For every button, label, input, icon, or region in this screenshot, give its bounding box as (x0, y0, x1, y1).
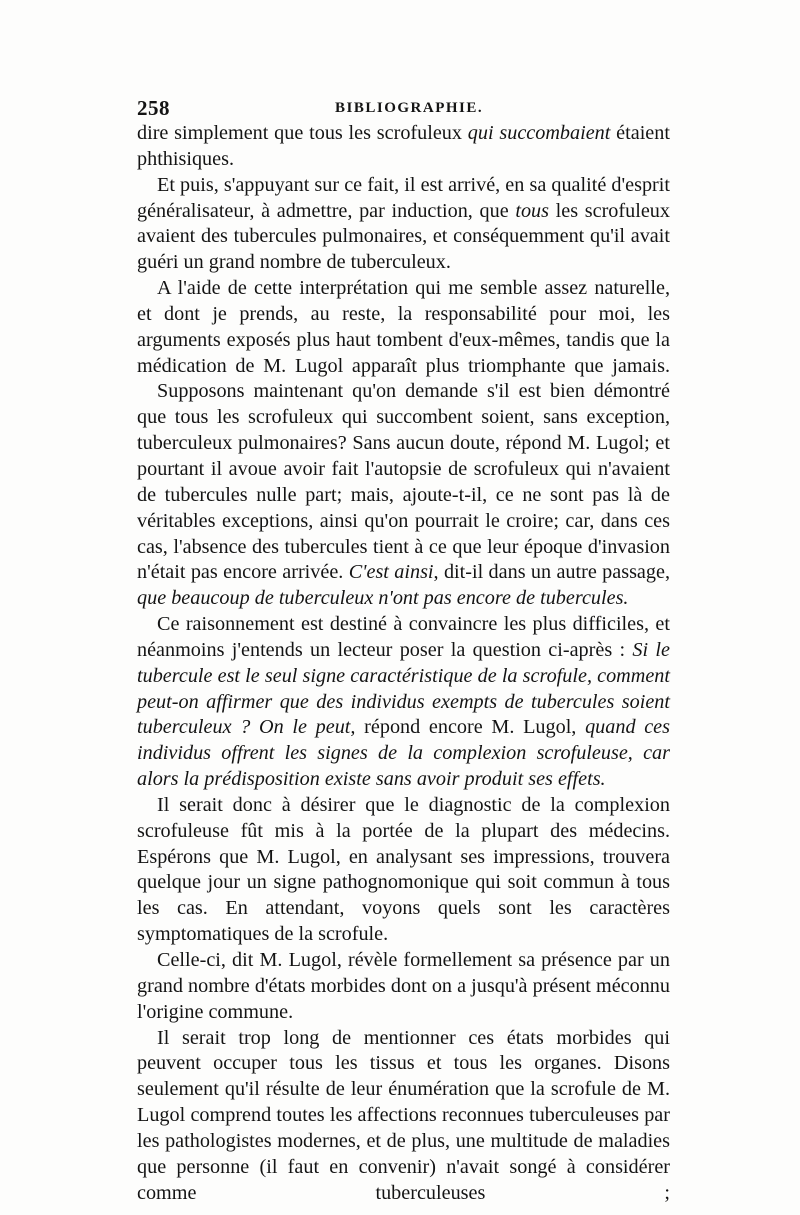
paragraph: Il serait trop long de mentionner ces états morbides qui peuvent occuper tous les tissus et tous les organes. Disons seulement qu'il résulte de leur énumération que la scrofule de M. Lugol comprend toutes les affections reconnues tuberculeuses par les pathologistes modernes, et de plus, une multitude de maladies que personne (il faut en convenir) n'avait songé à considérer comme tuberculeuses ; (137, 1026, 670, 1204)
page-number: 258 (137, 96, 170, 120)
paragraph: Et puis, s'appuyant sur ce fait, il est arrivé, en sa qualité d'esprit généralisateur, à admettre, par induction, que tous les scrofuleux avaient des tubercules pulmonaires, et conséquemment qu'il avait guéri un grand nombre de tuberculeux. (137, 173, 670, 274)
paragraph: A l'aide de cette interprétation qui me semble assez naturelle, et dont je prends, au reste, la responsabilité pour moi, les arguments exposés plus haut tombent d'eux-mêmes, tandis que la médication de M. Lugol apparaît plus triomphante que jamais. (137, 277, 670, 377)
paragraph: Supposons maintenant qu'on demande s'il est bien démontré que tous les scrofuleux qui succombent soient, sans exception, tuberculeux pulmonaires? Sans aucun doute, répond M. Lugol; et pourtant il avoue avoir fait l'autopsie de scrofuleux qui n'avaient de tubercules nulle part; mais, ajoute-t-il, ce ne sont pas là de véritables exceptions, ainsi qu'on pourrait le croire; car, dans ces cas, l'absence des tubercules tient à ce que leur époque d'invasion n'était pas encore arrivée. C'est ainsi, dit-il dans un autre passage, que beaucoup de tuberculeux n'ont pas encore de tubercules. (137, 380, 670, 610)
paragraph: Il serait donc à désirer que le diagnostic de la complexion scrofuleuse fût mis à la portée de la plupart des médecins. Espérons que M. Lugol, en analysant ses impressions, trouvera quelque jour un signe pathognomonique qui soit commun à tous les cas. En attendant, voyons quels sont les caractères symptomatiques de la scrofule. (137, 793, 670, 946)
body-text (137, 121, 670, 1206)
paragraph: Ce raisonnement est destiné à convaincre les plus difficiles, et néanmoins j'entends un lecteur poser la question ci-après : Si le tubercule est le seul signe caractéristique de la scrofule, comment peut-on affirmer que des individus exempts de tubercules soient tuberculeux ? On le peut, répond encore M. Lugol, quand ces individus offrent les signes de la complexion scrofuleuse, car alors la prédisposition existe sans avoir produit ses effets. (137, 613, 671, 791)
running-head: BIBLIOGRAPHIE. (335, 100, 484, 116)
paragraph: Celle-ci, dit M. Lugol, révèle formellement sa présence par un grand nombre d'états morbides dont on a jusqu'à présent méconnu l'origine commune. (137, 949, 670, 1023)
page-header (137, 96, 670, 124)
paragraph: dire simplement que tous les scrofuleux qui succombaient étaient phthisiques. (137, 122, 670, 170)
